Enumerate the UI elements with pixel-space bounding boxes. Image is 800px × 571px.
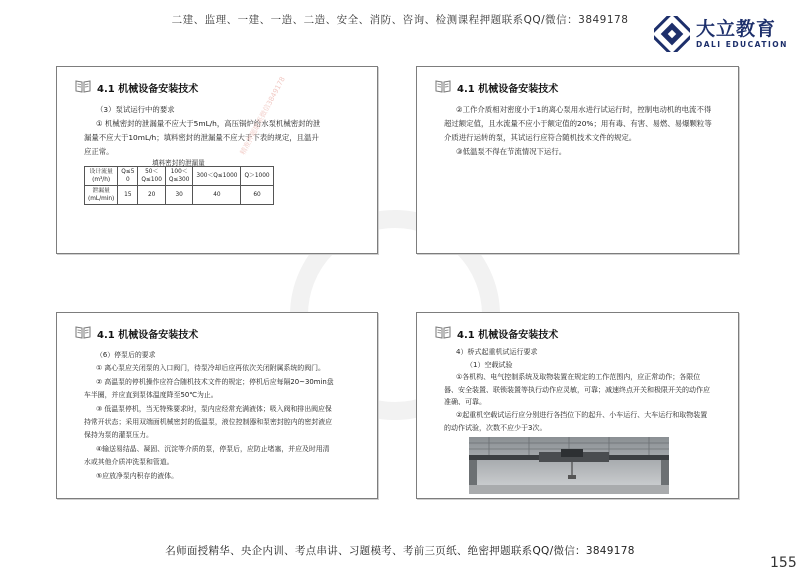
slide-body	[84, 349, 334, 483]
body-paragraph: ②工作介质相对密度小于1的离心泵用水进行试运行时，控制电动机的电流不得超过额定值，且水流量不应小于额定值的20%；用有毒、有害、易燃、易爆颗粒等介质进行运转的泵，其试运行应符合随机技术文件的规定。	[444, 105, 712, 142]
table-row	[85, 186, 274, 205]
slide-body	[444, 103, 714, 159]
table-row	[85, 167, 274, 186]
crane-photo	[469, 437, 669, 494]
table-cell: 设计流量 (m³/h)	[85, 167, 118, 186]
book-icon	[75, 79, 91, 93]
table-cell: 60	[241, 186, 273, 205]
table-cell: 300＜Q≤1000	[193, 167, 241, 186]
body-paragraph: 4）桥式起重机试运行要求	[456, 348, 538, 356]
leakage-table	[84, 166, 274, 205]
brand-logo	[650, 14, 790, 54]
table-cell: 50＜ Q≤100	[138, 167, 166, 186]
body-paragraph: ①各机构、电气控制系统及取物装置在规定的工作范围内，应正常动作；各限位器、安全装置、联锁装置等执行动作应灵敏，可靠；减速终点开关和极限开关的动作应准确、可靠。	[444, 373, 710, 407]
slide-title: 4.1 机械设备安装技术	[97, 84, 199, 95]
table-cell: 20	[138, 186, 166, 205]
table-cell: 15	[118, 186, 138, 205]
slide-header	[75, 77, 365, 99]
slide-title: 4.1 机械设备安装技术	[457, 330, 559, 341]
footer-text: 名师面授精华、央企内训、考点串讲、习题模考、考前三页纸、绝密押题联系QQ/微信：3849178	[165, 545, 635, 557]
body-paragraph: （3）泵试运行中的要求	[96, 105, 175, 114]
table-cell: 30	[165, 186, 193, 205]
slide-body	[444, 346, 714, 434]
slide-body	[84, 103, 322, 159]
table-cell: 泄漏量 (mL/min)	[85, 186, 118, 205]
body-paragraph: ② 高温泵的停机操作应符合随机技术文件的规定；停机后应每隔20~30min盘车半圈，并应直到泵体温度降至50℃为止。	[84, 377, 334, 400]
page-number: 155	[770, 555, 797, 571]
slide-title: 4.1 机械设备安装技术	[97, 330, 199, 341]
slide-2	[416, 66, 739, 254]
table-cell: 100＜ Q≤300	[165, 167, 193, 186]
table-cell: Q≤5 0	[118, 167, 138, 186]
slide-4	[416, 312, 739, 499]
body-paragraph: （1）空载试验	[466, 360, 513, 369]
slide-header	[75, 323, 365, 345]
body-paragraph: ②起重机空载试运行应分别进行各挡位下的起升、小车运行、大车运行和取物装置的动作试验，次数不应少于3次。	[444, 410, 708, 432]
table-caption: 填料密封的泄漏量	[152, 159, 205, 167]
slide-title: 4.1 机械设备安装技术	[457, 84, 559, 95]
body-paragraph: ③ 低温泵停机，当无特殊要求时，泵内应经常充满液体；吸入阀和排出阀应保持常开状态；采用双端面机械密封的低温泵，液位控制器和泵密封腔内的密封液应保持为泵的灌泵压力。	[84, 404, 333, 440]
body-paragraph: ③低温泵不得在节流情况下运行。	[456, 147, 567, 156]
body-paragraph: ① 机械密封的泄漏量不应大于5mL/h，高压锅炉给水泵机械密封的泄漏量不应大于10mL/h；填料密封的泄漏量不应大于下表的规定，且温升应正常。	[84, 119, 321, 156]
logo-subtitle: DALI EDUCATION	[696, 40, 788, 49]
slide-header	[435, 77, 725, 99]
slide-header	[435, 323, 725, 345]
table-cell: 40	[193, 186, 241, 205]
book-icon	[435, 325, 451, 339]
watermark-text: 精准押题联系微信3849178	[238, 75, 287, 157]
header-text: 二建、监理、一建、一造、二造、安全、消防、咨询、检测课程押题联系QQ/微信：3849178	[171, 14, 629, 26]
body-paragraph: ① 离心泵应关闭泵的入口阀门，待泵冷却后应再依次关闭附属系统的阀门。	[96, 364, 325, 373]
logo-emblem-icon	[654, 16, 690, 52]
slide-1	[56, 66, 378, 254]
table-cell: Q＞1000	[241, 167, 273, 186]
book-icon	[75, 325, 91, 339]
body-paragraph: ⑤应放净泵内积存的液体。	[96, 471, 178, 480]
book-icon	[435, 79, 451, 93]
logo-name: 大立教育	[696, 18, 777, 40]
slide-3	[56, 312, 378, 499]
body-paragraph: ④输送易结晶、凝固、沉淀等介质的泵，停泵后，应防止堵塞，并应及时用清水或其他介质冲洗泵和管道。	[84, 444, 330, 467]
crane-photo-illustration	[469, 437, 669, 494]
body-paragraph: （6）停泵后的要求	[96, 351, 156, 359]
